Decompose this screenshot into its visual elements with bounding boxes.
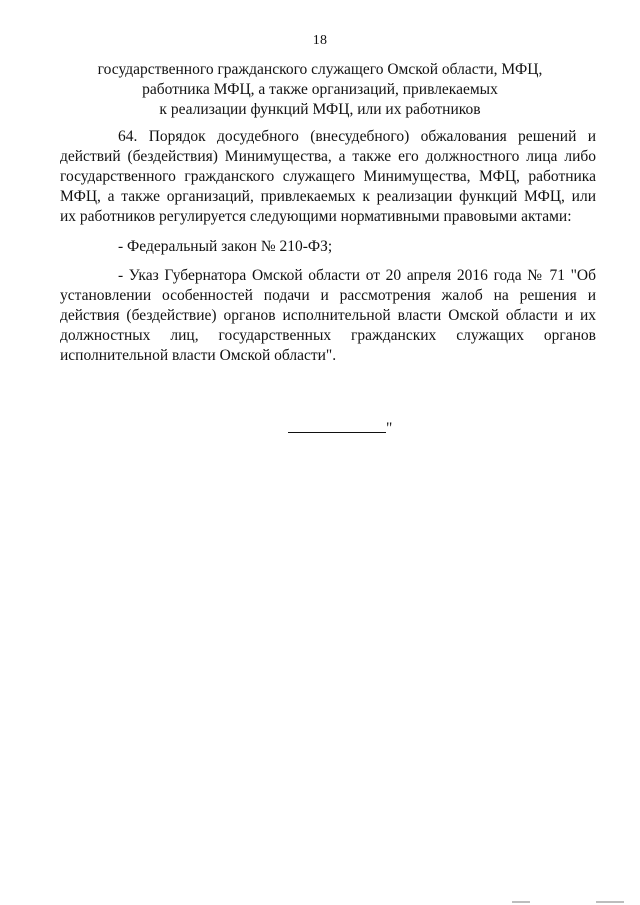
list-item-governor-decree — [60, 266, 596, 366]
paragraph-64 — [60, 127, 596, 227]
paragraph-line: действий (бездействия) Минимущества, а также его должностного лица либо — [60, 148, 596, 165]
closing-line — [288, 418, 392, 438]
scan-artifact — [512, 901, 530, 903]
list-item-text: - Федеральный закон № 210-ФЗ; — [118, 238, 333, 255]
paragraph-line: их работников регулируется следующими нормативными правовыми актами: — [60, 208, 572, 225]
scan-artifact — [596, 901, 624, 903]
list-item-line: должностных лиц, государственных гражданских служащих органов — [60, 327, 596, 344]
list-item-line: - Указ Губернатора Омской области от 20 апреля 2016 года № 71 "Об — [118, 267, 596, 284]
paragraph-line: МФЦ, а также организаций, привлекаемых к реализации функций МФЦ, или — [60, 188, 596, 205]
list-item-federal-law — [118, 237, 596, 257]
heading-line: государственного гражданского служащего Омской области, МФЦ, — [97, 61, 543, 78]
paragraph-line: государственного гражданского служащего Минимущества, МФЦ, работника — [60, 168, 596, 185]
closing-underline — [288, 418, 386, 433]
list-item-line: установлении особенностей подачи и рассмотрения жалоб на решения и — [60, 287, 596, 304]
page-number: 18 — [312, 33, 328, 48]
heading-line: работника МФЦ, а также организаций, привлекаемых — [142, 81, 498, 98]
paragraph-line: 64. Порядок досудебного (внесудебного) обжалования решений и — [118, 128, 596, 145]
list-item-line: действия (бездействие) органов исполнительной власти Омской области и их — [60, 307, 596, 324]
closing-quote: " — [386, 420, 393, 437]
heading-line: к реализации функций МФЦ, или их работников — [159, 101, 481, 118]
section-heading — [60, 60, 580, 120]
list-item-line: исполнительной власти Омской области". — [60, 347, 337, 364]
